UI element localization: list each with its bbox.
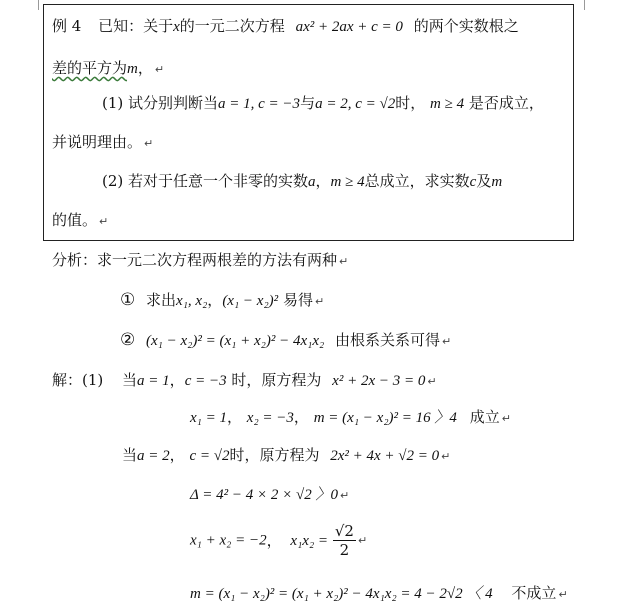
solution-text: 时，原方程为: [229, 446, 320, 464]
quadratic-equation: ax² + 2ax + c = 0: [295, 19, 403, 35]
paragraph-mark-icon: ↵: [357, 533, 368, 547]
paragraph-mark-icon: ↵: [154, 63, 165, 76]
fraction-denominator: 2: [339, 541, 350, 559]
solution-text: ，: [266, 531, 282, 550]
equation: 2x² + 4x + √2 = 0: [330, 448, 440, 464]
value-c: c = −3: [184, 373, 227, 389]
problem-text: 已知：关于: [98, 17, 174, 35]
solution-text: 成立: [469, 408, 500, 426]
problem-line-4: [52, 132, 153, 154]
condition-1: a = 1, c = −3: [218, 96, 301, 112]
paragraph-mark-icon: ↵: [427, 375, 437, 388]
root-product: x₁x₂ =: [290, 532, 329, 549]
problem-text: 及: [476, 172, 492, 190]
variable-c: c: [469, 174, 477, 190]
root-sum: x₁ + x₂ = −2: [190, 532, 267, 549]
example-label: 例 4: [52, 17, 82, 35]
corner-mark-top-left: [28, 0, 39, 10]
roots-expression: x₁, x₂: [176, 293, 208, 309]
solution-case-1-result: [190, 407, 511, 429]
root-x1: x₁ = 1: [190, 410, 227, 426]
problem-line-6: [52, 210, 108, 232]
problem-text: 差的平方为: [52, 59, 128, 77]
paragraph-mark-icon: ↵: [340, 489, 350, 502]
problem-line-1: [52, 16, 519, 37]
root-x2: x₂ = −3: [246, 410, 294, 426]
problem-text: 是否成立，: [468, 94, 544, 112]
m-expression: m = (x₁ − x₂)² = (x₁ + x₂)² − 4x₁x₂ = 4 − 2√2 〈 4: [190, 586, 493, 602]
discriminant-expression: Δ = 4² − 4 × 2 × √2 〉0: [190, 487, 339, 503]
circled-number-2: ②: [120, 330, 136, 350]
problem-text: 与: [300, 94, 316, 112]
analysis-text: 分析：求一元二次方程两根差的方法有两种: [52, 251, 338, 269]
circled-number-1: ①: [120, 290, 136, 310]
claim-m: m ≥ 4: [430, 96, 465, 112]
variable-a: a: [308, 174, 316, 190]
problem-text: 时，: [395, 94, 426, 112]
paragraph-mark-icon: ↵: [339, 255, 349, 268]
equation: x² + 2x − 3 = 0: [332, 373, 426, 389]
solution-case-2: [122, 445, 450, 467]
paragraph-mark-icon: ↵: [442, 335, 452, 348]
m-value: m = (x₁ − x₂)² = 16 〉4: [313, 410, 457, 426]
problem-text: 的两个实数根之: [413, 17, 519, 35]
variable-m: m: [491, 174, 503, 190]
solution-text: ，: [293, 408, 309, 426]
problem-line-2: [52, 58, 164, 80]
analysis-method-1: [120, 290, 324, 312]
variable-m: m: [127, 61, 138, 77]
paragraph-mark-icon: ↵: [558, 588, 568, 601]
problem-text: 的一元二次方程: [179, 17, 285, 35]
solution-text: ，: [227, 408, 243, 426]
paragraph-mark-icon: ↵: [99, 215, 109, 228]
problem-text: (1) 试分别判断当: [102, 94, 219, 112]
identity-expression: (x₁ − x₂)² = (x₁ + x₂)² − 4x₁x₂: [146, 333, 325, 349]
problem-box: [43, 4, 574, 241]
claim-m: m ≥ 4: [330, 174, 365, 190]
solution-final: [190, 583, 568, 605]
problem-text: 的值。: [52, 211, 98, 229]
problem-text: ，: [315, 172, 331, 190]
variable-x: x: [173, 19, 180, 35]
solution-vieta: [190, 522, 367, 559]
problem-text: ，: [137, 59, 153, 77]
method-text: 求出: [146, 291, 177, 309]
problem-text: 总成立，求实数: [364, 172, 470, 190]
fraction: [333, 522, 356, 559]
value-c: c = √2: [189, 448, 230, 464]
solution-text: 当: [122, 371, 138, 389]
method-text: 易得: [282, 291, 313, 309]
solution-discriminant: [190, 484, 349, 506]
condition-2: a = 2, c = √2: [315, 96, 396, 112]
paragraph-mark-icon: ↵: [314, 295, 325, 308]
value-a: a = 1: [137, 373, 170, 389]
analysis-heading: [52, 250, 348, 272]
solution-label: 解：(1): [52, 371, 104, 389]
analysis-method-2: [120, 330, 451, 352]
solution-text: ，: [169, 446, 185, 464]
method-text: 由根系关系可得: [335, 331, 441, 349]
solution-text: 不成立: [511, 584, 557, 602]
difference-squared: (x₁ − x₂)²: [222, 293, 279, 309]
paragraph-mark-icon: ↵: [501, 412, 511, 425]
solution-text: 时，原方程为: [231, 371, 322, 389]
corner-mark-top-right: [584, 0, 595, 10]
solution-text: ，: [169, 371, 185, 389]
solution-text: 当: [122, 446, 138, 464]
problem-line-3: [102, 93, 544, 114]
solution-case-1: [52, 370, 437, 392]
paragraph-mark-icon: ↵: [441, 450, 451, 463]
problem-text: (2) 若对于任意一个非零的实数: [102, 172, 309, 190]
value-a: a = 2: [137, 448, 170, 464]
problem-text: 并说明理由。: [52, 133, 143, 151]
problem-line-5: [102, 171, 502, 192]
method-text: ，: [207, 291, 223, 309]
fraction-numerator: √2: [334, 522, 354, 540]
paragraph-mark-icon: ↵: [144, 137, 154, 150]
